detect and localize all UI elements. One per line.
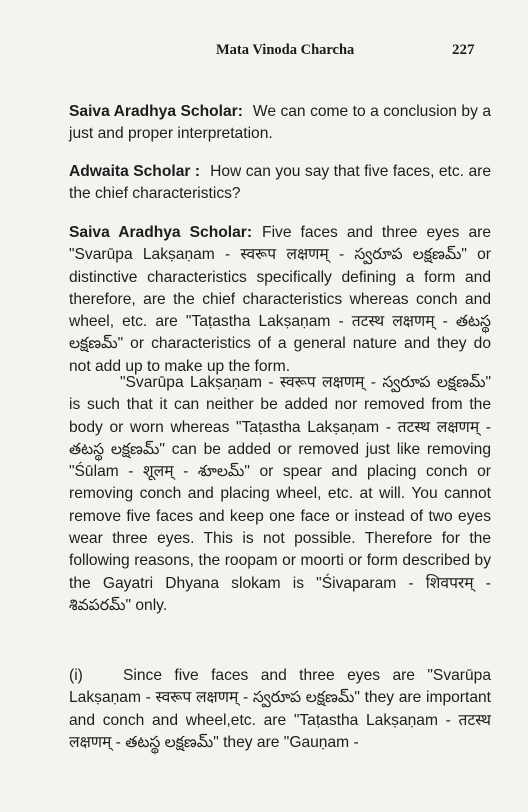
paragraph-4 bbox=[69, 372, 491, 617]
speaker-label: Adwaita Scholar : bbox=[69, 163, 201, 180]
speaker-label: Saiva Aradhya Scholar: bbox=[69, 224, 253, 241]
speaker-label: Saiva Aradhya Scholar: bbox=[69, 103, 243, 120]
paragraph-text: "Svarūpa Lakṣaṇam - स्वरूप लक्षणम् - స్వరూప లక్షణమ్" is such that it can neither be added nor removed from the body or worn whereas "Taṭastha Lakṣaṇam - तटस्थ लक्षणम् - తటస్థ లక్షణమ్" can be added or removed just like removing "Śūlam - शूलम् - శూలమ్" or spear and placing conch or removing conch and placing wheel, etc. at will. You cannot remove five faces and keep one face or instead of two eyes wear three eyes. This is not possible. Therefore for the following reasons, the roopam or moorti or form described by the Gayatri Dhyana slokam is "Śivaparam - शिवपरम् - శివపరమ్" only. bbox=[69, 374, 491, 614]
paragraph-text: We can come to a conclusion by a just and proper interpretation. bbox=[69, 103, 492, 143]
paragraph-2 bbox=[69, 161, 491, 206]
paragraph-3 bbox=[69, 222, 491, 378]
paragraph-text: How can you say that five faces, etc. are the chief characteristics? bbox=[69, 163, 492, 203]
running-title: Mata Vinoda Charcha bbox=[216, 42, 355, 58]
paragraph-text: Five faces and three eyes are "Svarūpa Lakṣaṇam - स्वरूप लक्षणम् - స్వరూప లక్షణమ్" or distinctive characteristics specifically defining a form and therefore, are the chief characteristics whereas conch and wheel, etc. are "Taṭastha Lakṣaṇam - तटस्थ लक्षणम् - తటస్థ లక్షణమ్" or characteristics of a general nature and they do not add up to make up the form. bbox=[69, 224, 492, 375]
page-number: 227 bbox=[452, 42, 475, 58]
list-item-label: (i) bbox=[69, 667, 83, 684]
paragraph-1 bbox=[69, 101, 491, 146]
paragraph-text: Since five faces and three eyes are "Svarūpa Lakṣaṇam - स्वरूप लक्षणम् - స్వరూప లక్షణమ్" they are important and conch and wheel,etc. are "Taṭastha Lakṣaṇam - तटस्थ लक्षणम् - తటస్థ లక్షణమ్" they are "Gauṇam - bbox=[69, 667, 491, 751]
paragraph-5 bbox=[69, 665, 491, 754]
